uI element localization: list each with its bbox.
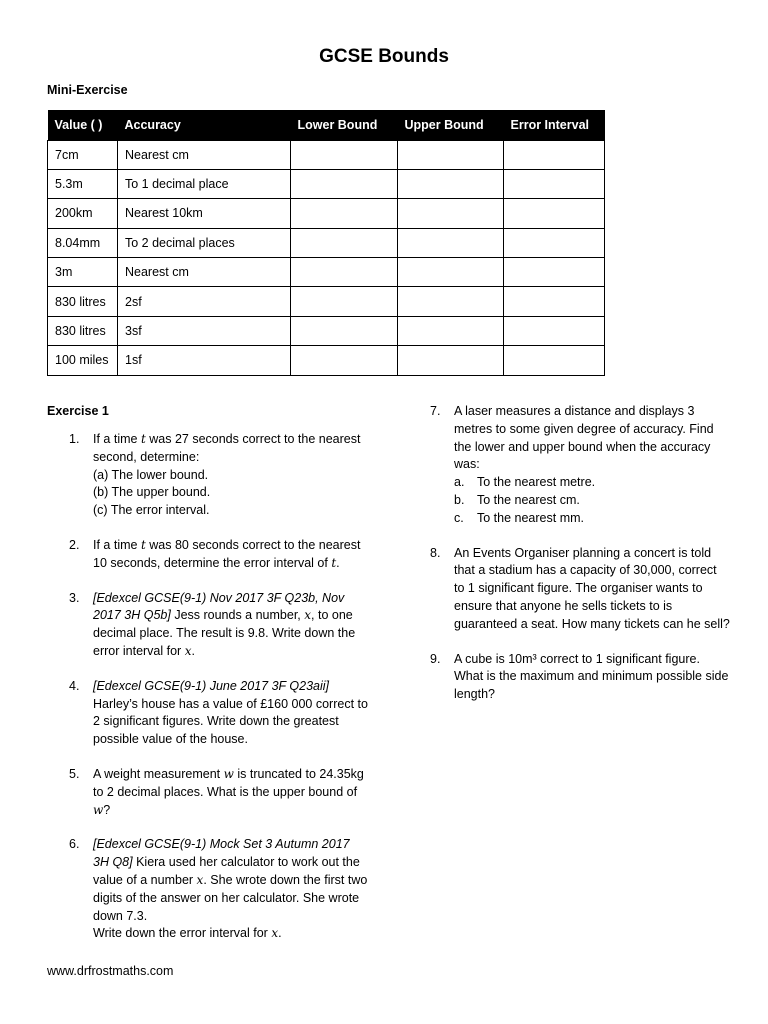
upper-bound-cell <box>398 287 504 316</box>
variable: x <box>271 926 279 941</box>
bounds-table <box>47 110 605 376</box>
question-2 <box>69 537 369 573</box>
question-7 <box>430 403 730 528</box>
question-8 <box>430 545 730 634</box>
lower-bound-cell <box>291 169 398 198</box>
exercise-1-heading: Exercise 1 <box>47 404 109 418</box>
question-text <box>93 431 369 467</box>
text-run: Jess rounds a number, <box>170 608 305 623</box>
error-interval-cell <box>504 316 605 345</box>
question-number: 8. <box>430 545 441 560</box>
question-part: (c) The error interval. <box>93 503 210 518</box>
value-cell: 830 litres <box>48 316 118 345</box>
question-3 <box>69 590 369 661</box>
upper-bound-cell <box>398 316 504 345</box>
lower-bound-cell <box>291 346 398 375</box>
exam-reference: [Edexcel GCSE(9-1) June 2017 3F Q23aii] <box>93 678 330 693</box>
text-run: A weight measurement <box>93 766 224 781</box>
question-text <box>93 590 369 661</box>
text-run: is truncated to 24.35kg to 2 decimal places. What is the upper bound of <box>93 766 364 799</box>
text-run: was 80 seconds correct to the nearest 10 seconds, determine the error interval of <box>93 537 361 570</box>
text-run: Write down the error interval for <box>93 926 272 941</box>
upper-bound-cell <box>398 258 504 287</box>
error-interval-cell <box>504 287 605 316</box>
question-number: 4. <box>69 678 80 693</box>
header-value: Value ( ) <box>48 110 118 140</box>
variable: x <box>196 872 204 887</box>
question-text <box>93 537 369 573</box>
error-interval-cell <box>504 346 605 375</box>
question-number: 9. <box>430 651 441 666</box>
accuracy-cell: 2sf <box>118 287 291 316</box>
accuracy-cell: Nearest 10km <box>118 199 291 228</box>
text-run: was 27 seconds correct to the nearest second, determine: <box>93 432 361 464</box>
upper-bound-cell <box>398 228 504 257</box>
table-header-row <box>48 110 605 140</box>
value-cell: 200km <box>48 199 118 228</box>
question-part: (a) The lower bound. <box>93 467 209 482</box>
part-letter: b. <box>454 492 465 507</box>
question-text <box>93 766 369 819</box>
lower-bound-cell <box>291 199 398 228</box>
accuracy-cell: Nearest cm <box>118 140 291 169</box>
table-row <box>48 140 605 169</box>
variable: t <box>140 432 146 446</box>
value-cell: 3m <box>48 258 118 287</box>
text-run: If a time <box>93 537 141 552</box>
variable: x <box>304 608 312 623</box>
footer-url: www.drfrostmaths.com <box>47 964 174 978</box>
variable: t <box>140 537 146 552</box>
variable: w <box>93 802 104 817</box>
accuracy-cell: To 1 decimal place <box>118 169 291 198</box>
question-part <box>430 474 730 492</box>
error-interval-cell <box>504 199 605 228</box>
exercise-right-column <box>430 403 730 704</box>
table-row <box>48 258 605 287</box>
header-error-interval: Error Interval <box>504 110 605 140</box>
lower-bound-cell <box>291 140 398 169</box>
variable: w <box>223 766 234 781</box>
question-4 <box>69 678 369 749</box>
upper-bound-cell <box>398 346 504 375</box>
upper-bound-cell <box>398 140 504 169</box>
header-accuracy: Accuracy <box>118 110 291 140</box>
accuracy-cell: Nearest cm <box>118 258 291 287</box>
question-number: 6. <box>69 837 80 852</box>
table-row <box>48 199 605 228</box>
table-row <box>48 316 605 345</box>
part-letter: a. <box>454 475 465 490</box>
value-cell: 7cm <box>48 140 118 169</box>
upper-bound-cell <box>398 169 504 198</box>
table-row <box>48 287 605 316</box>
part-letter: c. <box>454 510 464 525</box>
question-6 <box>69 836 369 943</box>
lower-bound-cell <box>291 228 398 257</box>
question-1 <box>69 431 369 520</box>
text-run: . <box>191 643 195 658</box>
variable: t <box>331 555 337 570</box>
question-number: 7. <box>430 404 441 418</box>
accuracy-cell: 1sf <box>118 346 291 375</box>
question-part: (b) The upper bound. <box>93 485 211 500</box>
upper-bound-cell <box>398 199 504 228</box>
value-cell: 8.04mm <box>48 228 118 257</box>
text-run: If a time <box>93 432 141 446</box>
value-cell: 5.3m <box>48 169 118 198</box>
question-number: 1. <box>69 432 80 446</box>
text-run: . <box>336 555 340 570</box>
question-text: An Events Organiser planning a concert is told that a stadium has a capacity of 30,000, correct to 1 significant figure. The organiser wants to ensure that anyone he sells tickets to is guaranteed a seat. How many tickets can he sell? <box>454 545 730 631</box>
accuracy-cell: 3sf <box>118 316 291 345</box>
part-text: To the nearest mm. <box>477 510 584 525</box>
table-row <box>48 169 605 198</box>
page-title: GCSE Bounds <box>319 46 449 67</box>
question-text-line <box>93 925 369 943</box>
lower-bound-cell <box>291 316 398 345</box>
text-run: ? <box>103 802 111 817</box>
question-part <box>430 510 730 528</box>
part-text: To the nearest cm. <box>477 492 580 507</box>
value-cell: 830 litres <box>48 287 118 316</box>
mini-exercise-heading: Mini-Exercise <box>47 83 128 97</box>
variable: x <box>184 643 192 658</box>
error-interval-cell <box>504 140 605 169</box>
header-lower-bound: Lower Bound <box>291 110 398 140</box>
table-row <box>48 346 605 375</box>
question-5 <box>69 766 369 819</box>
question-number: 5. <box>69 766 80 781</box>
text-run: Harley’s house has a value of £160 000 correct to 2 significant figures. Write down the greatest possible value of the house. <box>93 696 368 747</box>
table-row <box>48 228 605 257</box>
exam-reference: [Edexcel GCSE(9-1) Nov 2017 3F Q23b, Nov 2017 3H Q5b] <box>93 590 345 623</box>
text-run: Kiera used her calculator to work out the value of a number <box>93 855 360 887</box>
header-upper-bound: Upper Bound <box>398 110 504 140</box>
lower-bound-cell <box>291 287 398 316</box>
question-part <box>430 492 730 510</box>
question-text: A cube is 10m³ correct to 1 significant figure. What is the maximum and minimum possible side length? <box>454 651 729 702</box>
part-text: To the nearest metre. <box>477 475 596 490</box>
accuracy-cell: To 2 decimal places <box>118 228 291 257</box>
text-run: , to one decimal place. The result is 9.8. Write down the error interval for <box>93 608 356 658</box>
question-text <box>93 836 369 925</box>
question-9 <box>430 651 730 704</box>
text-run: . She wrote down the first two digits of the answer on her calculator. She wrote down 7.3. <box>93 872 368 923</box>
exercise-left-column <box>69 431 369 943</box>
error-interval-cell <box>504 169 605 198</box>
exam-reference: [Edexcel GCSE(9-1) Mock Set 3 Autumn 2017 3H Q8] <box>93 837 350 870</box>
text-run: . <box>278 926 282 941</box>
question-text <box>93 678 369 749</box>
question-number: 2. <box>69 537 80 552</box>
question-text: A laser measures a distance and displays 3 metres to some given degree of accuracy. Find the lower and upper bound when the accuracy was: <box>454 404 714 472</box>
value-cell: 100 miles <box>48 346 118 375</box>
error-interval-cell <box>504 228 605 257</box>
lower-bound-cell <box>291 258 398 287</box>
question-number: 3. <box>69 590 80 605</box>
error-interval-cell <box>504 258 605 287</box>
